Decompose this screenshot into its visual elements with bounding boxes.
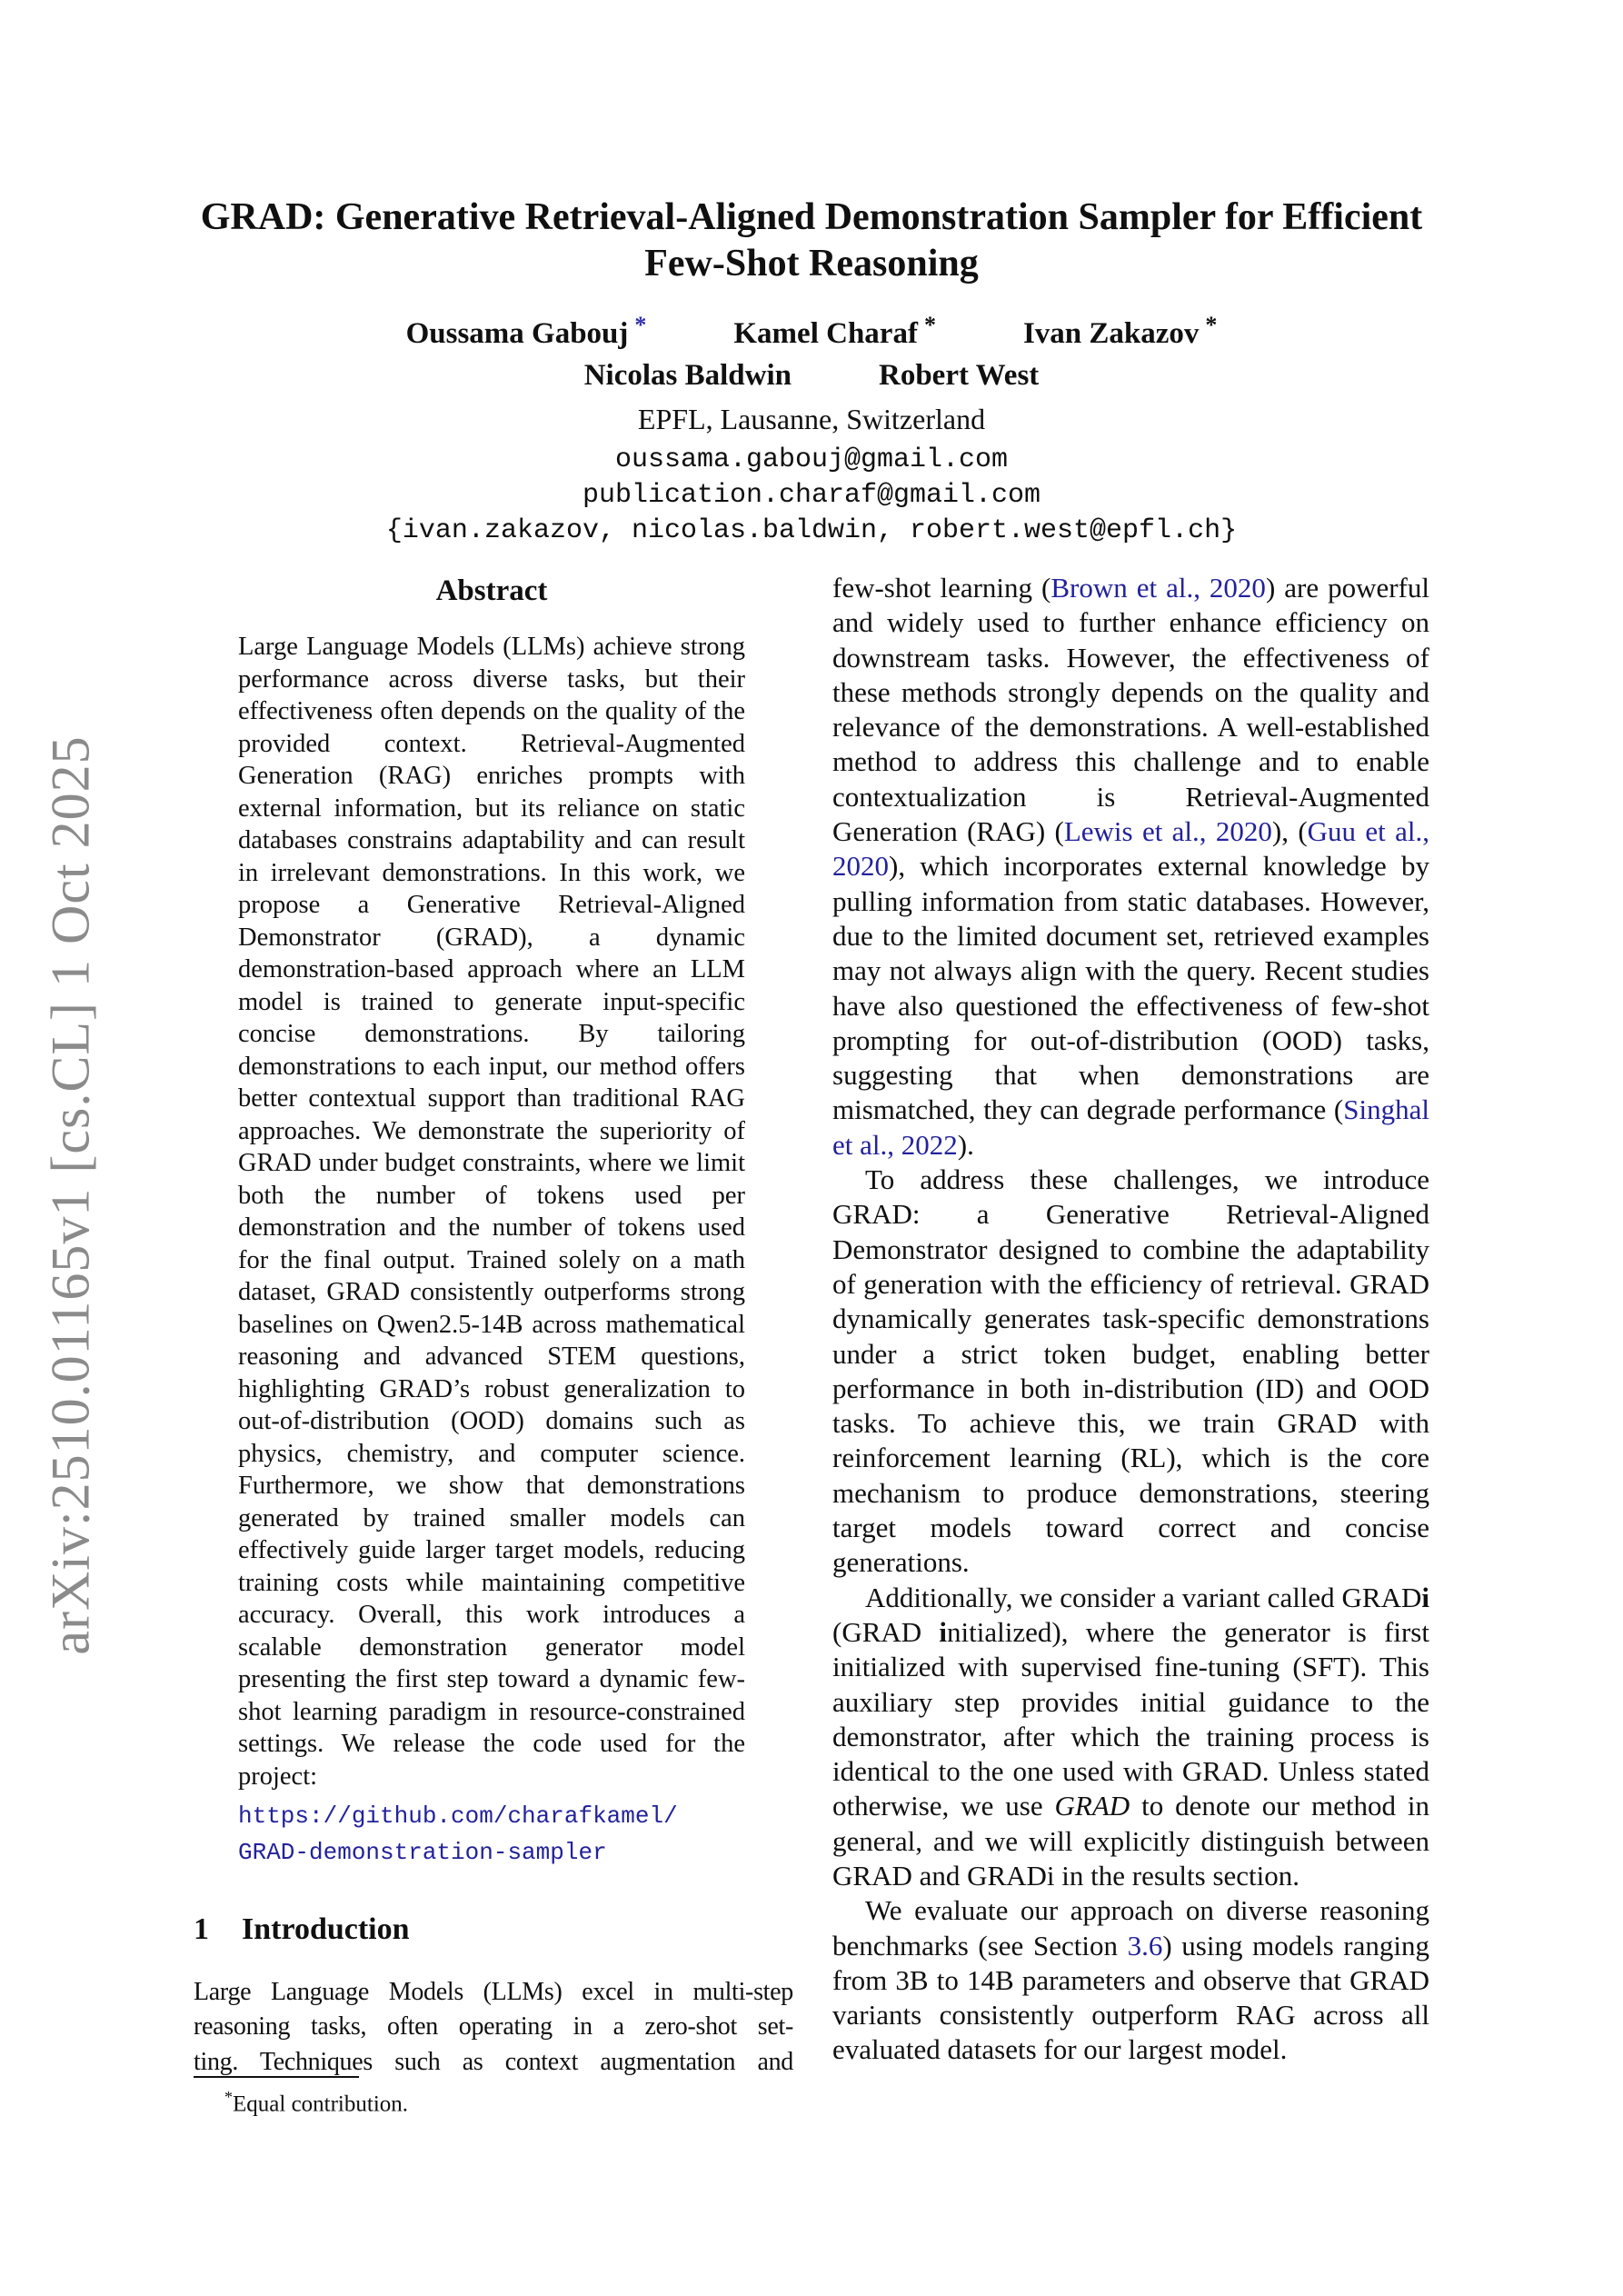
email-line: publication.charaf@gmail.com bbox=[582, 480, 1041, 511]
paper-title-line2: Few-Shot Reasoning bbox=[644, 243, 979, 285]
text-run: i bbox=[939, 1615, 948, 1648]
footnote-mark: * bbox=[224, 2088, 233, 2106]
paper-header bbox=[0, 195, 1623, 549]
author-robert-west: Robert West bbox=[879, 359, 1040, 392]
text-run: ), ( bbox=[1271, 815, 1308, 848]
right-column bbox=[832, 571, 1429, 2068]
github-link bbox=[238, 1798, 745, 1871]
authors-row-1 bbox=[0, 312, 1623, 351]
section-heading-introduction bbox=[194, 1911, 793, 1949]
abstract-text: Large Language Models (LLMs) achieve strong performance across diverse tasks, but their effectiveness often depends on the quality of the provided context. Retrieval-Augmented Generation (RAG) enriches prompts with external information, but its reliance on static databases constrains adaptability and can result in irrelevant demonstrations. In this work, we propose a Generative Retrieval-Aligned Demonstrator (GRAD), a dynamic demonstration-based approach where an LLM model is trained to generate input-specific concise demonstrations. By tailoring demonstrations to each input, our method offers better contextual support than traditional RAG approaches. We demonstrate the superiority of GRAD under budget constraints, where we limit both the number of tokens used per demonstration and the number of tokens used for the final output. Trained solely on a math dataset, GRAD consistently outperforms strong baselines on Qwen2.5-14B across mathematical reasoning and advanced STEM questions, highlighting GRAD’s robust generalization to out-of-distribution (OOD) domains such as physics, chemistry, and computer science. Furthermore, we show that demonstrations generated by trained smaller models can effectively guide larger target models, reducing training costs while maintaining competitive accuracy. Overall, this work introduces a scalable demonstration generator model presenting the first step toward a dynamic few-shot learning paradigm in resource-constrained settings. We release the code used for the project: bbox=[238, 633, 745, 1791]
footnote-text bbox=[194, 2083, 793, 2118]
text-run: ) are powerful and widely used to further enhance efficiency on downstream tasks. However, the effectiveness of these methods strongly depends on the quality and relevance of the demonstrations. A well-established method to address this challenge and to enable contextualization is Retrieval-Augmented Generation (RAG) ( bbox=[832, 572, 1429, 848]
paper-title-line1: GRAD: Generative Retrieval-Aligned Demonstration Sampler for Efficient bbox=[200, 196, 1423, 238]
body-paragraph bbox=[832, 571, 1429, 1163]
footnote bbox=[194, 2076, 793, 2118]
intro-line: reasoning tasks, often operating in a zero-shot set- bbox=[194, 2012, 793, 2041]
footnote-label: Equal contribution. bbox=[233, 2091, 409, 2117]
text-run: GRAD bbox=[1054, 1790, 1130, 1822]
author-oussama-gabouj bbox=[405, 312, 647, 351]
text-run: nitialized), where the generator is first initialized with supervised fine-tuning (SFT). This auxiliary step provides initial guidance to the demonstrator, after which the training process is identical to the one used with GRAD. Unless stated otherwise, we use bbox=[832, 1615, 1429, 1822]
body-paragraph bbox=[832, 1893, 1429, 2067]
text-run: to denote our method in general, and we will explicitly distinguish between GRAD and GRADi in the results section. bbox=[832, 1790, 1429, 1892]
paper-title bbox=[0, 195, 1623, 287]
left-column bbox=[194, 573, 793, 2080]
citation-link[interactable]: Brown et al., 2020 bbox=[1050, 572, 1266, 604]
arxiv-watermark: arXiv:2510.01165v1 [cs.CL] 1 Oct 2025 bbox=[40, 735, 101, 1655]
abstract-heading: Abstract bbox=[435, 574, 548, 607]
intro-paragraph bbox=[194, 1975, 793, 2080]
citation-link[interactable]: Singhal et al., 2022 bbox=[832, 1093, 1429, 1161]
intro-line: Large Language Models (LLMs) excel in multi-step bbox=[194, 1978, 793, 2006]
author-name: Kamel Charaf bbox=[733, 317, 918, 350]
citation-link[interactable]: 3.6 bbox=[1127, 1929, 1163, 1962]
text-run: i bbox=[1421, 1581, 1429, 1613]
body-paragraph bbox=[832, 1581, 1429, 1894]
author-ivan-zakazov bbox=[1022, 312, 1218, 351]
text-run: To address these challenges, we introduce GRAD: a Generative Retrieval-Aligned Demonstrator designed to combine the adaptability of generation with the efficiency of retrieval. GRAD dynamically generates task-specific demonstrations under a strict token budget, enabling better performance in both in-distribution (ID) and OOD tasks. To achieve this, we train GRAD with reinforcement learning (RL), which is the core mechanism to produce demonstrations, steering target models toward correct and concise generations. bbox=[832, 1163, 1429, 1579]
github-link-line2[interactable]: GRAD-demonstration-sampler bbox=[238, 1839, 607, 1866]
email-line: {ivan.zakazov, nicolas.baldwin, robert.west@epfl.ch} bbox=[385, 515, 1238, 546]
author-footnote-mark: * bbox=[1205, 312, 1218, 338]
author-kamel-charaf bbox=[733, 312, 936, 351]
text-run: ), which incorporates external knowledge by pulling information from static databases. However, due to the limited document set, retrieved examples may not always align with the query. Recent studies have also questioned the effectiveness of few-shot prompting for out-of-distribution (OOD) tasks, suggesting that when demonstrations are mismatched, they can degrade performance ( bbox=[832, 850, 1429, 1126]
affiliation: EPFL, Lausanne, Switzerland bbox=[637, 403, 986, 435]
text-run: (GRAD bbox=[832, 1615, 940, 1648]
author-name: Oussama Gabouj bbox=[405, 317, 629, 350]
footnote-rule bbox=[194, 2076, 359, 2078]
email-block bbox=[0, 443, 1623, 549]
authors-row-2 bbox=[0, 359, 1623, 393]
section-title: Introduction bbox=[242, 1912, 410, 1946]
text-run: Additionally, we consider a variant called GRAD bbox=[865, 1581, 1422, 1613]
author-nicolas-baldwin: Nicolas Baldwin bbox=[583, 359, 792, 392]
section-number: 1 bbox=[194, 1912, 209, 1946]
author-footnote-mark[interactable]: * bbox=[634, 312, 647, 338]
author-footnote-mark: * bbox=[923, 312, 936, 338]
citation-link[interactable]: Lewis et al., 2020 bbox=[1063, 815, 1272, 848]
text-run: We evaluate our approach on diverse reasoning benchmarks (see Section bbox=[832, 1894, 1429, 1962]
abstract-section bbox=[238, 573, 745, 1871]
citation-link[interactable]: Guu et al., 2020 bbox=[832, 815, 1429, 883]
email-line: oussama.gabouj@gmail.com bbox=[614, 444, 1009, 475]
body-paragraph bbox=[832, 1163, 1429, 1581]
text-run: ) using models ranging from 3B to 14B parameters and observe that GRAD variants consistently outperform RAG across all evaluated datasets for our largest model. bbox=[832, 1929, 1430, 2066]
intro-line: ting. Techniques such as context augmentation and bbox=[194, 2047, 793, 2076]
text-run: ). bbox=[957, 1128, 974, 1161]
text-run: few-shot learning ( bbox=[832, 572, 1051, 604]
github-link-line1[interactable]: https://github.com/charafkamel/ bbox=[238, 1802, 678, 1830]
author-name: Ivan Zakazov bbox=[1022, 317, 1200, 350]
